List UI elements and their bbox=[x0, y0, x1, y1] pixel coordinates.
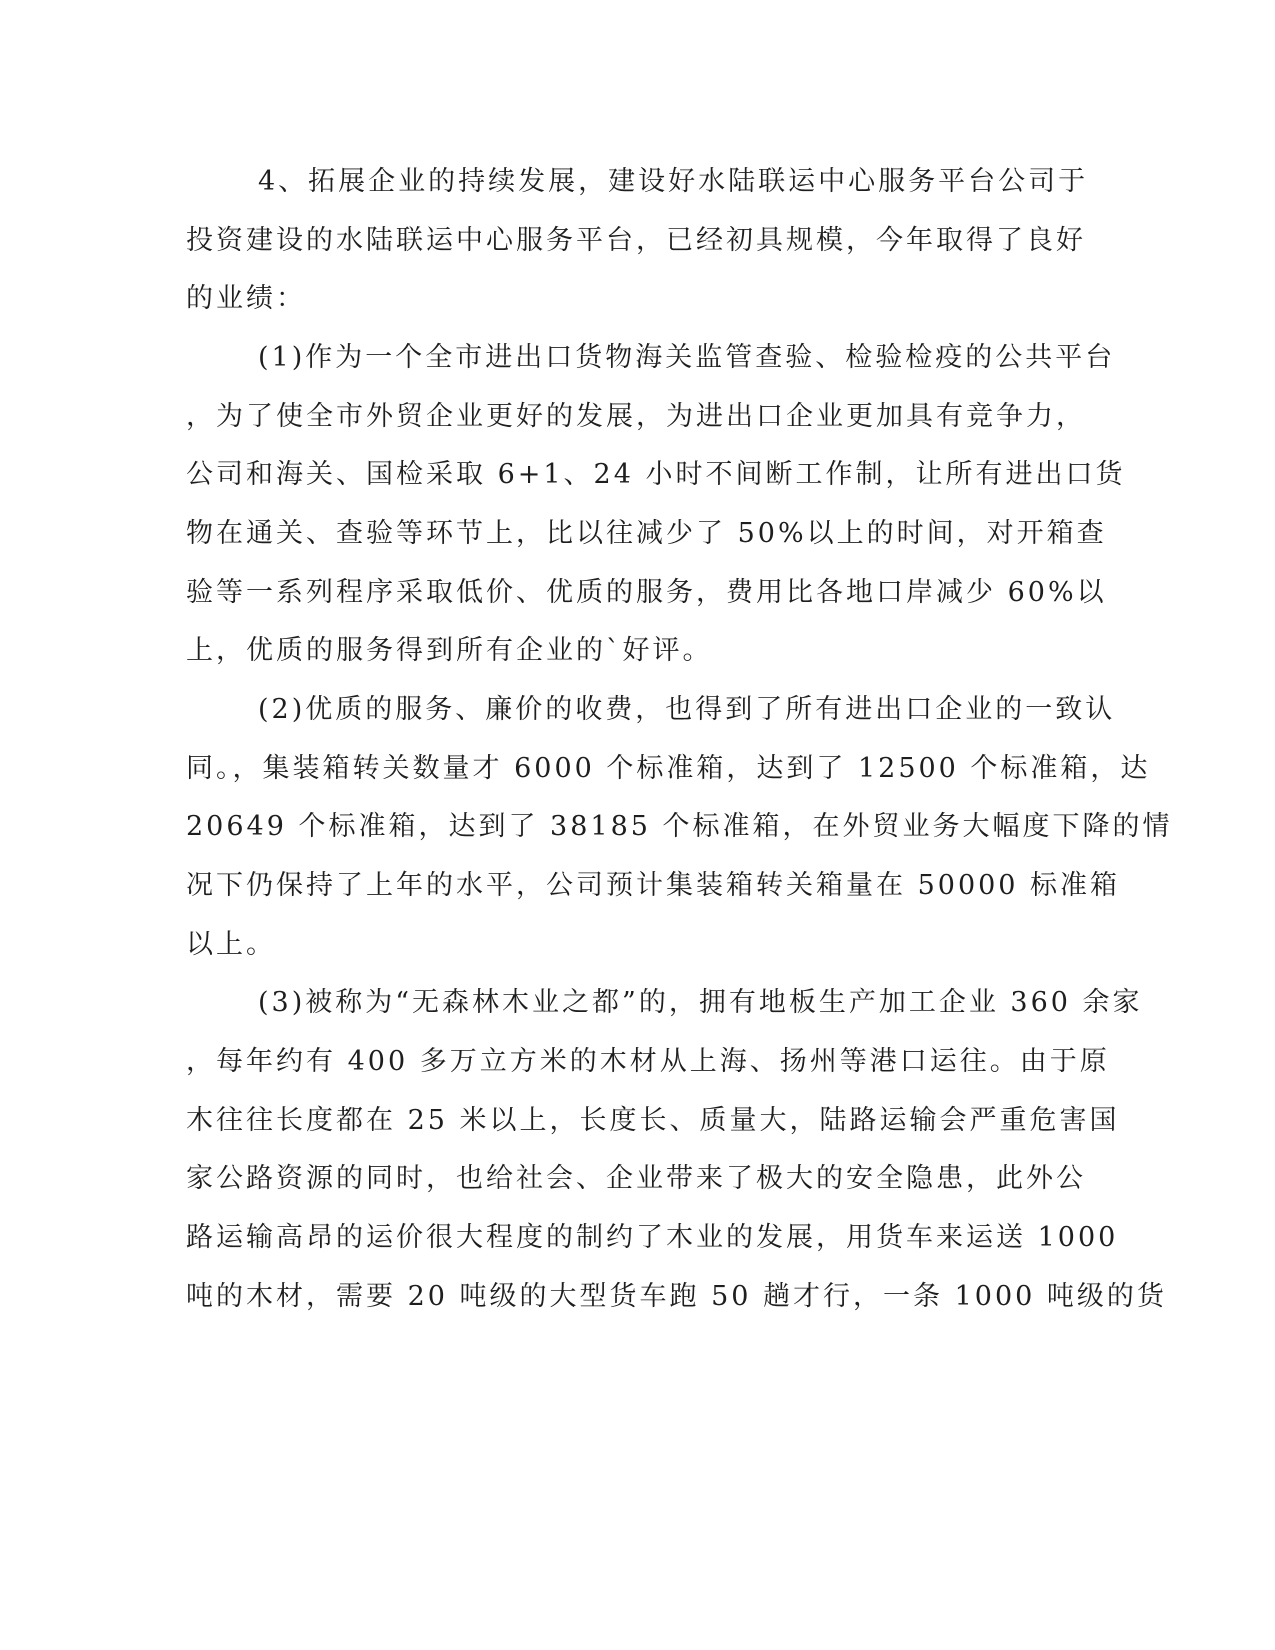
text-line: ，每年约有 400 多万立方米的木材从上海、扬州等港口运往。由于原 bbox=[186, 1046, 1110, 1077]
text-line: ，为了使全市外贸企业更好的发展，为进出口企业更加具有竞争力， bbox=[186, 401, 1086, 432]
text-line: 20649 个标准箱，达到了 38185 个标准箱，在外贸业务大幅度下降的情 bbox=[186, 811, 1173, 842]
text-line: (2)优质的服务、廉价的收费，也得到了所有进出口企业的一致认 bbox=[258, 694, 1116, 725]
text-line: 路运输高昂的运价很大程度的制约了木业的发展，用货车来运送 1000 bbox=[186, 1222, 1119, 1253]
text-line: 木往往长度都在 25 米以上，长度长、质量大，陆路运输会严重危害国 bbox=[186, 1105, 1120, 1136]
text-line: 吨的木材，需要 20 吨级的大型货车跑 50 趟才行，一条 1000 吨级的货 bbox=[186, 1281, 1167, 1312]
text-line: 上，优质的服务得到所有企业的`好评。 bbox=[186, 635, 713, 666]
text-line: 况下仍保持了上年的水平，公司预计集装箱转关箱量在 50000 标准箱 bbox=[186, 870, 1121, 901]
text-line: 物在通关、查验等环节上，比以往减少了 50%以上的时间，对开箱查 bbox=[186, 518, 1107, 549]
text-line: 同。，集装箱转关数量才 6000 个标准箱，达到了 12500 个标准箱，达 bbox=[186, 753, 1151, 784]
text-line: (3)被称为“无森林木业之都”的，拥有地板生产加工企业 360 余家 bbox=[258, 987, 1143, 1018]
text-line: 4、拓展企业的持续发展，建设好水陆联运中心服务平台公司于 bbox=[258, 166, 1089, 197]
text-line: 公司和海关、国检采取 6+1、24 小时不间断工作制，让所有进出口货 bbox=[186, 459, 1126, 490]
text-line: 家公路资源的同时，也给社会、企业带来了极大的安全隐患，此外公 bbox=[186, 1163, 1086, 1194]
text-line: 的业绩： bbox=[186, 283, 306, 314]
text-line: 以上。 bbox=[186, 929, 276, 960]
text-line: 验等一系列程序采取低价、优质的服务，费用比各地口岸减少 60%以 bbox=[186, 577, 1107, 608]
text-line: 投资建设的水陆联运中心服务平台，已经初具规模，今年取得了良好 bbox=[186, 225, 1086, 256]
text-line: (1)作为一个全市进出口货物海关监管查验、检验检疫的公共平台 bbox=[258, 342, 1116, 373]
